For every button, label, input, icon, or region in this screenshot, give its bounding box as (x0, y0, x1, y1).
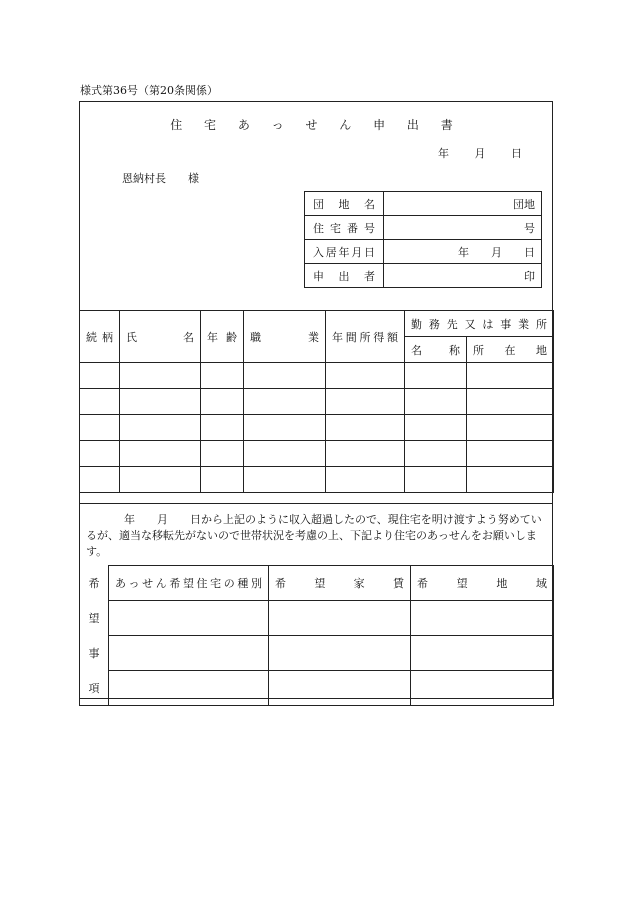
table-cell[interactable] (80, 441, 120, 467)
declaration-text: 年 月 日から上記のように収入超過したので、現住宅を明け渡すよう努めているが、適当な移転先がないので世帯状況を考慮の上、下記より住宅のあっせんをお願いします。 (86, 513, 542, 558)
table-cell[interactable] (405, 467, 467, 493)
table-cell[interactable] (467, 363, 554, 389)
side-label-char: 望 (80, 601, 109, 636)
addressee-name: 恩納村長 (122, 172, 166, 185)
table-cell[interactable] (201, 389, 244, 415)
table-row (80, 441, 554, 467)
table-cell[interactable] (467, 467, 554, 493)
info-label: 申出者 (305, 264, 384, 288)
info-label: 入居年月日 (305, 240, 384, 264)
table-cell[interactable] (326, 441, 405, 467)
table-cell[interactable] (120, 363, 201, 389)
table-cell[interactable] (244, 389, 326, 415)
table-cell[interactable] (109, 601, 269, 636)
table-cell[interactable] (467, 415, 554, 441)
addressee (122, 170, 199, 186)
table-cell[interactable] (120, 389, 201, 415)
header-relation: 続柄 (80, 311, 120, 363)
header-rent: 希望家賃 (269, 566, 411, 601)
info-row-applicant (305, 264, 542, 288)
header-workplace-name: 名称 (405, 337, 467, 363)
table-cell[interactable] (326, 389, 405, 415)
info-row-number (305, 216, 542, 240)
form-title: 住 宅 あ っ せ ん 申 出 書 (170, 118, 462, 132)
table-cell[interactable] (244, 441, 326, 467)
section-divider (80, 503, 552, 504)
date-line: 年 月 日 (438, 147, 522, 160)
table-cell[interactable] (405, 363, 467, 389)
header-age: 年齢 (201, 311, 244, 363)
info-value[interactable]: 団地 (384, 192, 542, 216)
applicant-info-table (304, 191, 542, 288)
table-cell[interactable] (411, 671, 554, 706)
header-occupation: 職業 (244, 311, 326, 363)
table-cell[interactable] (411, 601, 554, 636)
table-cell[interactable] (109, 671, 269, 706)
table-cell[interactable] (244, 363, 326, 389)
table-row (80, 467, 554, 493)
table-cell[interactable] (80, 415, 120, 441)
header-housing-type: あっせん希望住宅の種別 (109, 566, 269, 601)
side-label-char: 希 (80, 566, 109, 601)
table-cell[interactable] (201, 415, 244, 441)
side-label-char: 事 (80, 636, 109, 671)
family-table (79, 310, 554, 493)
info-value[interactable]: 号 (384, 216, 542, 240)
table-cell[interactable] (269, 601, 411, 636)
info-value[interactable]: 印 (384, 264, 542, 288)
info-row-danchi (305, 192, 542, 216)
table-cell[interactable] (326, 415, 405, 441)
table-cell[interactable] (201, 441, 244, 467)
table-cell[interactable] (269, 636, 411, 671)
table-cell[interactable] (120, 441, 201, 467)
table-cell[interactable] (244, 467, 326, 493)
table-cell[interactable] (80, 363, 120, 389)
table-cell[interactable] (326, 467, 405, 493)
table-cell[interactable] (405, 415, 467, 441)
header-income: 年間所得額 (326, 311, 405, 363)
application-form (79, 101, 553, 699)
table-cell[interactable] (201, 467, 244, 493)
table-cell[interactable] (201, 363, 244, 389)
table-cell[interactable] (326, 363, 405, 389)
table-row (80, 363, 554, 389)
table-cell[interactable] (80, 467, 120, 493)
table-cell[interactable] (120, 467, 201, 493)
info-label: 団地名 (305, 192, 384, 216)
table-cell[interactable] (467, 389, 554, 415)
info-value[interactable]: 年 月 日 (384, 240, 542, 264)
table-cell[interactable] (109, 636, 269, 671)
table-cell[interactable] (120, 415, 201, 441)
table-cell[interactable] (467, 441, 554, 467)
table-cell[interactable] (80, 389, 120, 415)
hope-table (79, 565, 554, 706)
table-cell[interactable] (405, 389, 467, 415)
header-workplace: 勤務先又は事業所 (405, 311, 554, 337)
table-cell[interactable] (244, 415, 326, 441)
table-row (80, 389, 554, 415)
side-label-char: 項 (80, 671, 109, 706)
header-workplace-location: 所在地 (467, 337, 554, 363)
info-row-date (305, 240, 542, 264)
table-cell[interactable] (411, 636, 554, 671)
form-number-label: 様式第36号（第20条関係） (80, 84, 218, 97)
header-area: 希望地域 (411, 566, 554, 601)
table-cell[interactable] (405, 441, 467, 467)
header-name: 氏名 (120, 311, 201, 363)
info-label: 住宅番号 (305, 216, 384, 240)
table-row (80, 415, 554, 441)
addressee-honorific: 様 (188, 172, 199, 185)
table-cell[interactable] (269, 671, 411, 706)
